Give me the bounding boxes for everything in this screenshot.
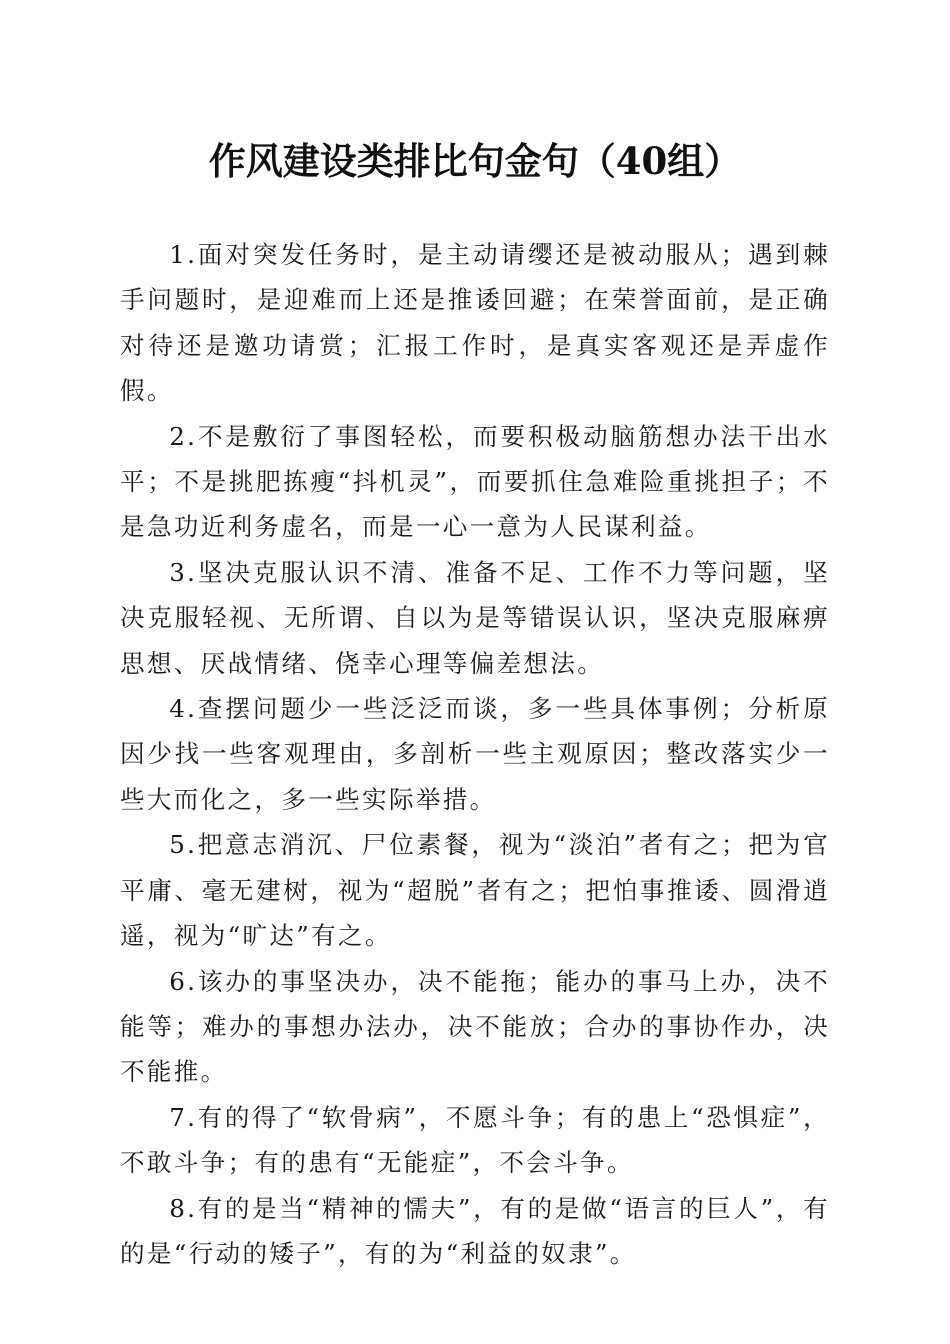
document-body (120, 232, 830, 1276)
paragraph-8: 8.有的是当“精神的懦夫”，有的是做“语言的巨人”，有的是“行动的矮子”，有的为“利益的奴隶”。 (120, 1193, 830, 1268)
paragraph-5: 5.把意志消沉、尸位素餐，视为“淡泊”者有之；把为官平庸、毫无建树，视为“超脱”者有之；把怕事推诿、圆滑逍遥，视为“旷达”有之。 (120, 830, 830, 951)
document-title: 作风建设类排比句金句（40组） (208, 139, 742, 183)
paragraph-4: 4.查摆问题少一些泛泛而谈，多一些具体事例；分析原因少找一些客观理由，多剖析一些主观原因；整改落实少一些大而化之，多一些实际举措。 (120, 694, 830, 814)
paragraph-7: 7.有的得了“软骨病”，不愿斗争；有的患上“恐惧症”，不敢斗争；有的患有“无能症”，不会斗争。 (120, 1102, 830, 1178)
paragraph-3: 3.坚决克服认识不清、准备不足、工作不力等问题，坚决克服轻视、无所谓、自以为是等错误认识，坚决克服麻痹思想、厌战情绪、侥幸心理等偏差想法。 (120, 557, 830, 678)
paragraph-6: 6.该办的事坚决办，决不能拖；能办的事马上办，决不能等；难办的事想办法办，决不能放；合办的事协作办，决不能推。 (120, 966, 830, 1087)
paragraph-1: 1.面对突发任务时，是主动请缨还是被动服从；遇到棘手问题时，是迎难而上还是推诿回避；在荣誉面前，是正确对待还是邀功请赏；汇报工作时，是真实客观还是弄虚作假。 (120, 240, 830, 406)
paragraph-2: 2.不是敷衍了事图轻松，而要积极动脑筋想办法干出水平；不是挑肥拣瘦“抖机灵”，而要抓住急难险重挑担子；不是急功近利务虚名，而是一心一意为人民谋利益。 (120, 421, 830, 542)
